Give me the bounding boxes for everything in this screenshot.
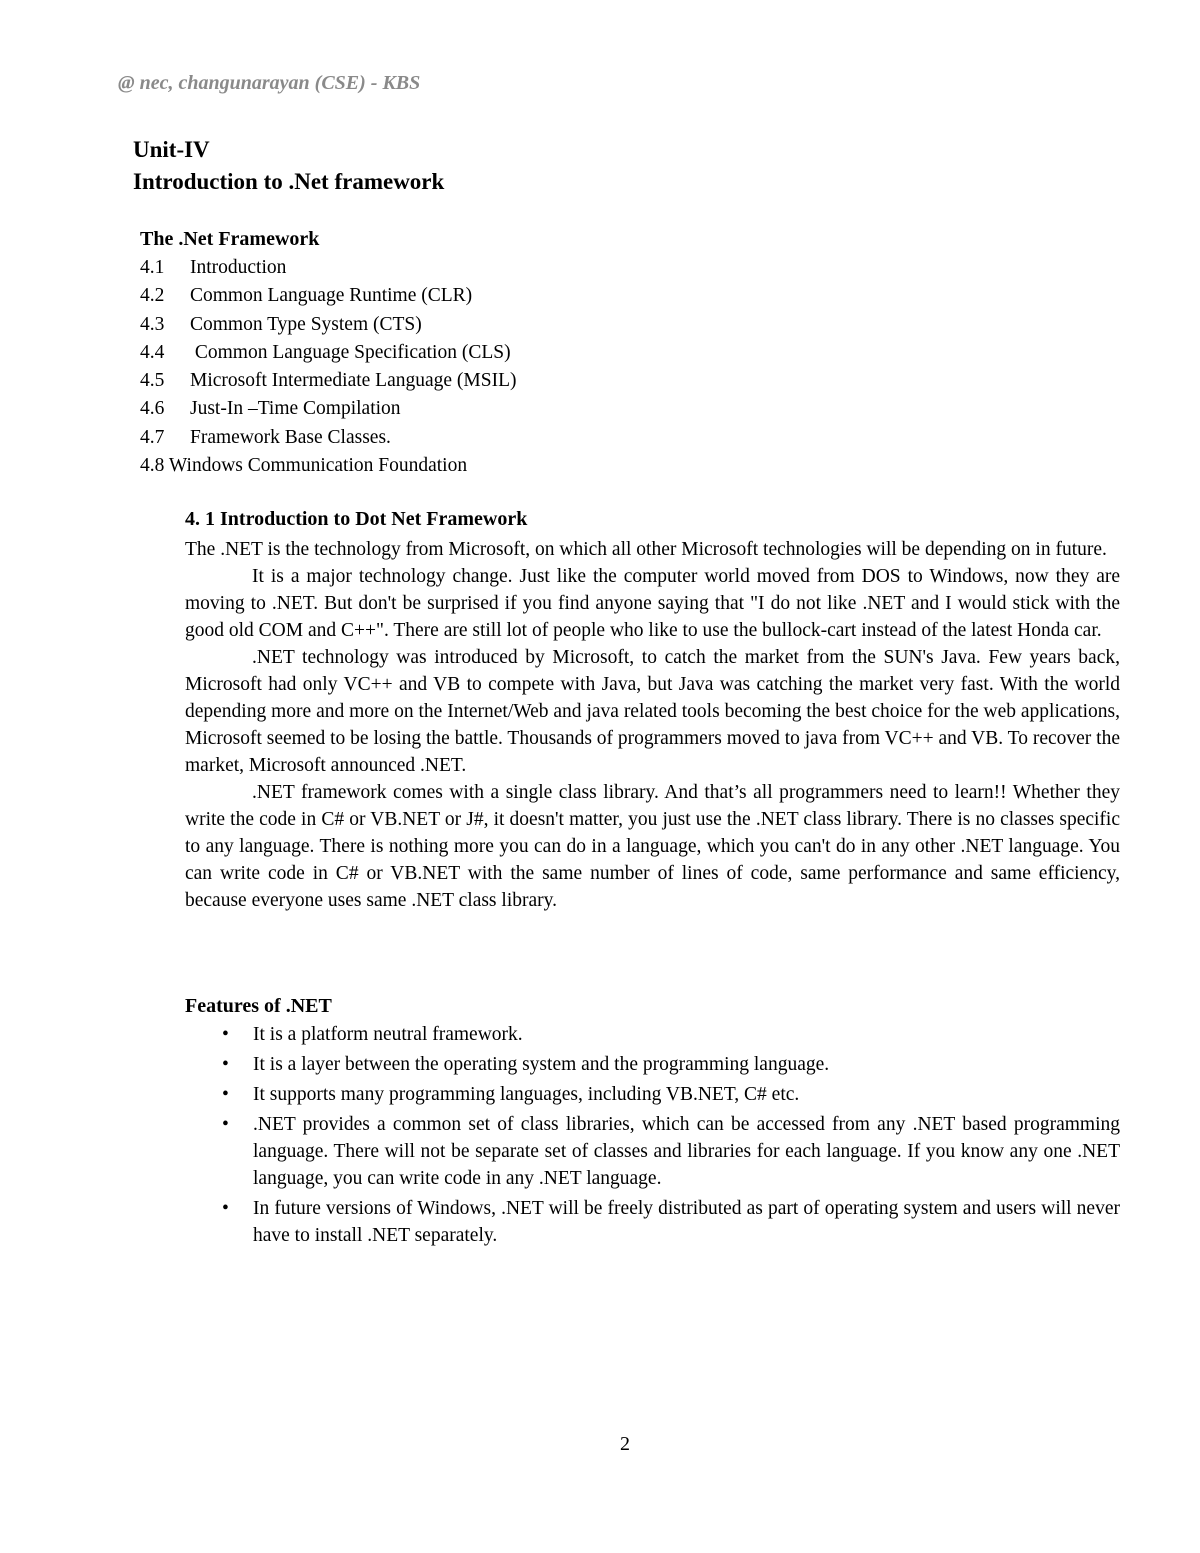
table-of-contents [140, 254, 517, 480]
toc-item-number: 4.7 [140, 426, 165, 448]
list-item-text: It is a platform neutral framework. [253, 1024, 523, 1045]
paragraph: .NET technology was introduced by Microsoft, to catch the market from the SUN's Java. Few years back, Microsoft had only VC++ and VB to compete with Java, but Java was catching the market very fast. With the world depending more and more on the Internet/Web and java related tools becoming the best choice for the web applications, Microsoft seemed to be losing the battle. Thousands of programmers moved to java from VC++ and VB. To recover the market, Microsoft announced .NET. [185, 647, 1120, 776]
list-item-text: In future versions of Windows, .NET will be freely distributed as part of operating system and users will never have to install .NET separately. [253, 1198, 1120, 1246]
toc-item-label: Just-In –Time Compilation [190, 398, 401, 420]
toc-item-number: 4.2 [140, 285, 165, 307]
list-item [185, 1195, 1120, 1249]
bullet-icon: • [222, 1198, 229, 1219]
features-heading: Features of .NET [185, 995, 332, 1017]
toc-item [140, 311, 517, 339]
section-heading: 4. 1 Introduction to Dot Net Framework [185, 508, 528, 530]
toc-item [140, 339, 517, 367]
list-item-text: It is a layer between the operating system and the programming language. [253, 1054, 830, 1075]
features-list [185, 1021, 1120, 1252]
toc-item-number: 4.1 [140, 257, 165, 278]
paragraph: .NET framework comes with a single class library. And that’s all programmers need to learn!! Whether they write the code in C# or VB.NET or J#, it doesn't matter, you just use the .NET class library. There is no classes specific to any language. There is nothing more you can do in a language, which you can't do in any other .NET language. You can write code in C# or VB.NET with the same number of lines of code, same performance and same efficiency, because everyone uses same .NET class library. [185, 782, 1120, 911]
toc-item-number: 4.5 [140, 370, 165, 392]
list-item [185, 1051, 1120, 1078]
toc-item [140, 254, 517, 282]
paragraph: It is a major technology change. Just like the computer world moved from DOS to Windows, now they are moving to .NET. But don't be surprised if you find anyone saying that "I do not like .NET and I would stick with the good old COM and C++". There are still lot of people who like to use the bullock-cart instead of the latest Honda car. [185, 566, 1120, 641]
page-number: 2 [620, 1433, 630, 1455]
toc-item-number: 4.3 [140, 313, 165, 335]
list-item [185, 1111, 1120, 1192]
toc-item-number: 4.4 [140, 341, 165, 363]
list-item-text: .NET provides a common set of class libraries, which can be accessed from any .NET based programming language. There will not be separate set of classes and libraries for each language. If you know any one .NET language, you can write code in any .NET language. [253, 1114, 1120, 1189]
bullet-icon: • [222, 1024, 229, 1045]
unit-label: Unit-IV [133, 137, 210, 162]
toc-item-label: Introduction [190, 257, 287, 278]
list-item-text: It supports many programming languages, including VB.NET, C# etc. [253, 1084, 800, 1105]
toc-item [140, 367, 517, 395]
toc-item [140, 424, 517, 452]
list-item [185, 1081, 1120, 1108]
toc-item-label: Common Language Specification (CLS) [190, 341, 511, 363]
bullet-icon: • [222, 1114, 229, 1135]
page-header: @ nec, changunarayan (CSE) - KBS [118, 72, 421, 94]
toc-item-label: Framework Base Classes. [190, 426, 391, 448]
toc-item [140, 395, 517, 423]
toc-item-label: Common Language Runtime (CLR) [190, 285, 473, 307]
page-title: Introduction to .Net framework [133, 169, 445, 194]
list-item [185, 1021, 1120, 1048]
bullet-icon: • [222, 1054, 229, 1075]
toc-item [140, 282, 517, 310]
paragraph: The .NET is the technology from Microsoft, on which all other Microsoft technologies will be depending on in future. [185, 539, 1107, 560]
toc-item-label: Microsoft Intermediate Language (MSIL) [190, 370, 517, 392]
toc-item-number: 4.6 [140, 398, 165, 420]
section-body [185, 536, 1120, 914]
toc-item-label: Common Type System (CTS) [190, 313, 422, 335]
bullet-icon: • [222, 1084, 229, 1105]
toc-heading: The .Net Framework [140, 228, 320, 250]
toc-item-last: 4.8 Windows Communication Foundation [140, 455, 468, 477]
